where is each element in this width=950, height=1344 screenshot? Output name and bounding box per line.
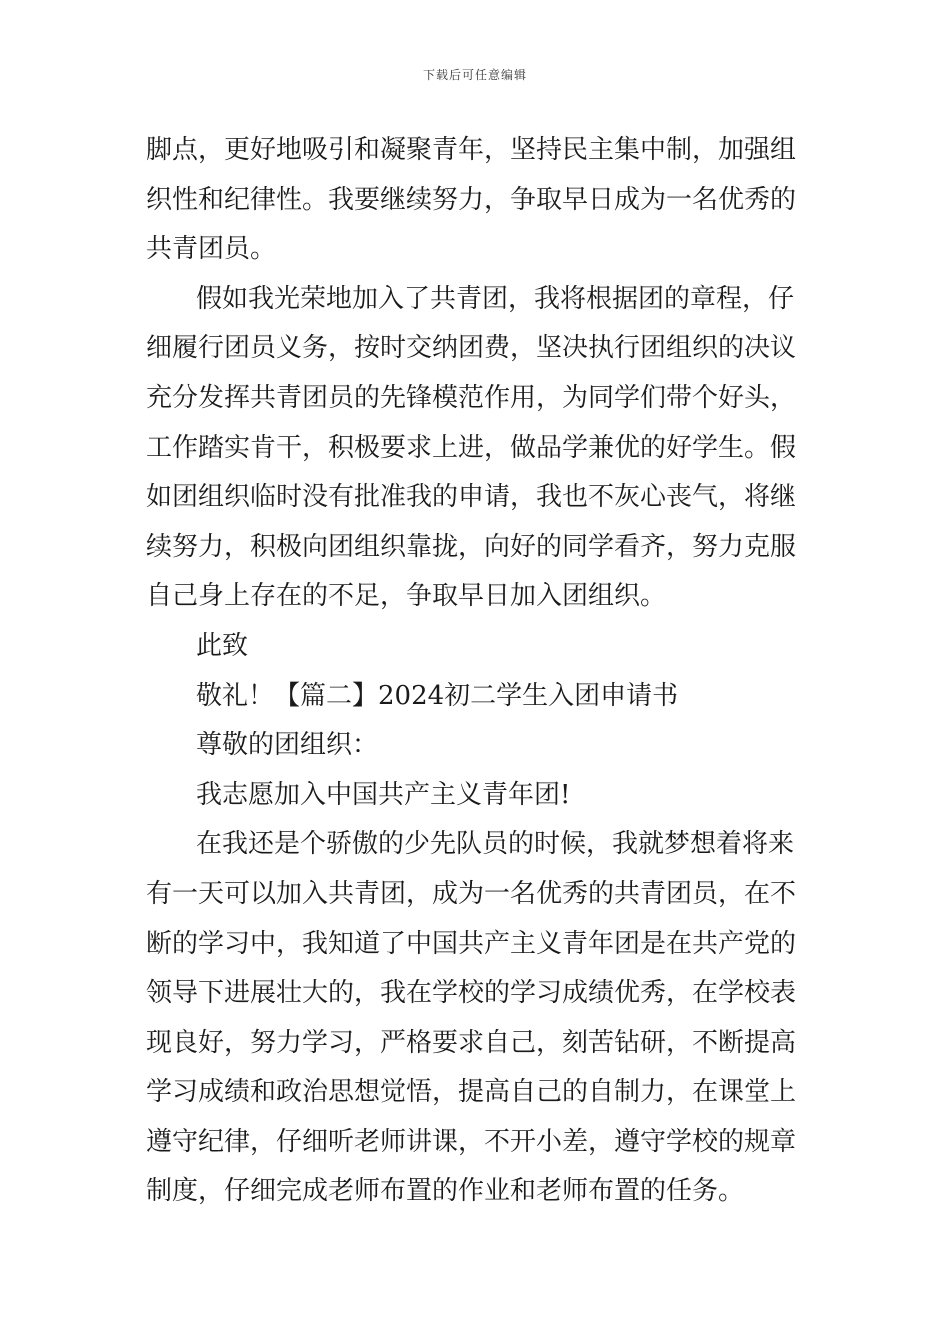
document-body: [146, 126, 816, 1217]
text-line: 如团组织临时没有批准我的申请，我也不灰心丧气，将继: [146, 482, 797, 513]
text-line: 织性和纪律性。我要继续努力，争取早日成为一名优秀的: [146, 184, 797, 215]
section-heading-line: 敬礼！【篇二】2024初二学生入团申请书: [196, 680, 679, 711]
text-line: 共青团员。: [146, 234, 277, 265]
text-line: 遵守纪律，仔细听老师讲课，不开小差，遵守学校的规章: [146, 1126, 797, 1157]
text-line: 我志愿加入中国共产主义青年团!: [196, 779, 571, 810]
text-line: 在我还是个骄傲的少先队员的时候，我就梦想着将来: [196, 829, 795, 860]
text-line: 现良好，努力学习，严格要求自己，刻苦钻研，不断提高: [146, 1027, 797, 1058]
text-line: 细履行团员义务，按时交纳团费，坚决执行团组织的决议: [146, 333, 797, 364]
text-line: 自己身上存在的不足，争取早日加入团组织。: [146, 581, 667, 612]
text-line: 续努力，积极向团组织靠拢，向好的同学看齐，努力克服: [146, 531, 797, 562]
text-line: 断的学习中，我知道了中国共产主义青年团是在共产党的: [146, 928, 797, 959]
addressee-line: 尊敬的团组织：: [196, 730, 379, 761]
text-line: 制度，仔细完成老师布置的作业和老师布置的任务。: [146, 1176, 745, 1207]
text-line: 脚点，更好地吸引和凝聚青年，坚持民主集中制，加强组: [146, 135, 797, 165]
page-header: 下载后可任意编辑: [422, 68, 527, 82]
text-line: 领导下进展壮大的，我在学校的学习成绩优秀，在学校表: [146, 978, 797, 1009]
salutation-line: 此致: [196, 630, 249, 661]
text-line: 有一天可以加入共青团，成为一名优秀的共青团员，在不: [146, 878, 797, 909]
text-line: 充分发挥共青团员的先锋模范作用，为同学们带个好头，: [146, 382, 797, 413]
text-line: 学习成绩和政治思想觉悟，提高自己的自制力，在课堂上: [146, 1077, 797, 1108]
text-line: 工作踏实肯干，积极要求上进，做品学兼优的好学生。假: [146, 432, 797, 463]
text-line: 假如我光荣地加入了共青团，我将根据团的章程，仔: [196, 283, 795, 314]
